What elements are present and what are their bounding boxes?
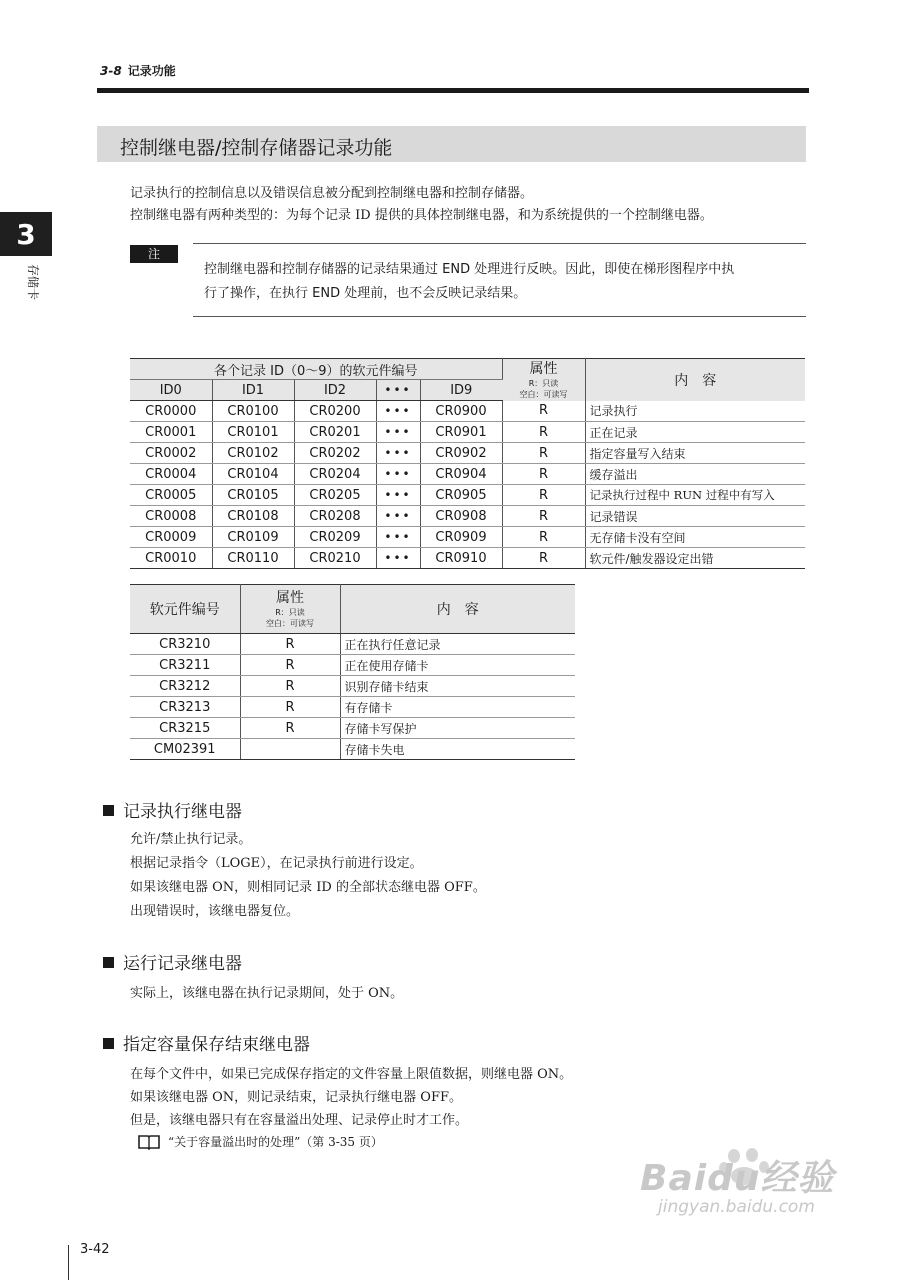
header-section-number: 3-8 (100, 64, 122, 78)
table-cell: R (240, 697, 340, 718)
table-cell: CM02391 (130, 739, 240, 760)
table-cell: CR3215 (130, 718, 240, 739)
table-cell: R (240, 718, 340, 739)
note-rule-top (193, 243, 806, 244)
table-cell: ••• (376, 506, 420, 527)
table-cell: 存储卡写保护 (340, 718, 575, 739)
table-cell: CR0904 (420, 464, 502, 485)
subsection-heading: 运行记录继电器 (103, 949, 242, 974)
table-cell: CR0102 (212, 443, 294, 464)
table-cell: 记录执行过程中 RUN 过程中有写入 (585, 485, 805, 506)
table-cell: R (502, 401, 585, 422)
table-row (130, 676, 575, 697)
table2-device-header: 软元件编号 (130, 585, 240, 634)
table-cell: CR0905 (420, 485, 502, 506)
table-cell: CR0000 (130, 401, 212, 422)
table-cell: 指定容量写入结束 (585, 443, 805, 464)
table-cell: CR0010 (130, 548, 212, 569)
page-number: 3-42 (80, 1242, 110, 1257)
table-row (130, 464, 805, 485)
book-icon (138, 1134, 160, 1150)
table-row (130, 697, 575, 718)
footer-rule (68, 1245, 69, 1280)
table-cell: CR0202 (294, 443, 376, 464)
table1-id-header: ID2 (294, 380, 376, 401)
intro-line: 记录执行的控制信息以及错误信息被分配到控制继电器和控制存储器。 (130, 186, 534, 201)
table-cell: CR0901 (420, 422, 502, 443)
table-cell: CR0009 (130, 527, 212, 548)
table-cell: R (502, 548, 585, 569)
table-cell: CR0109 (212, 527, 294, 548)
table2-content-header: 内 容 (340, 585, 575, 634)
table1-id-header: ID1 (212, 380, 294, 401)
table1-id-header: ID9 (420, 380, 502, 401)
table-cell: R (502, 506, 585, 527)
table-row (130, 422, 805, 443)
note-line: 控制继电器和控制存储器的记录结果通过 END 处理进行反映。因此，即使在梯形图程序中执 (204, 262, 735, 277)
table-cell: CR0200 (294, 401, 376, 422)
subsection-body (130, 1063, 572, 1132)
table1-content-header: 内 容 (585, 359, 805, 401)
id-relay-table (130, 358, 805, 569)
table-cell: CR0004 (130, 464, 212, 485)
subsection-heading: 指定容量保存结束继电器 (103, 1030, 310, 1055)
body-line: 出现错误时，该继电器复位。 (130, 904, 300, 919)
chapter-number-tab: 3 (0, 212, 52, 256)
table-cell: CR0001 (130, 422, 212, 443)
table-cell: CR0108 (212, 506, 294, 527)
table-cell: CR0101 (212, 422, 294, 443)
body-line: 在每个文件中，如果已完成保存指定的文件容量上限值数据，则继电器 ON。 (130, 1067, 573, 1082)
body-line: 如果该继电器 ON，则记录结束，记录执行继电器 OFF。 (130, 1090, 462, 1105)
reference-text: “关于容量溢出时的处理”（第 3-35 页） (168, 1135, 383, 1149)
table-cell: ••• (376, 527, 420, 548)
table-cell: ••• (376, 443, 420, 464)
table-cell: CR0104 (212, 464, 294, 485)
table-cell (240, 739, 340, 760)
table-cell: ••• (376, 464, 420, 485)
table-row (130, 739, 575, 760)
table-cell: CR0110 (212, 548, 294, 569)
running-header (100, 62, 176, 79)
table-cell: 正在执行任意记录 (340, 634, 575, 655)
table-cell: R (240, 676, 340, 697)
header-rule (97, 88, 809, 93)
note-rule-bottom (193, 316, 806, 317)
body-line: 但是，该继电器只有在容量溢出处理、记录停止时才工作。 (130, 1113, 469, 1128)
table-row (130, 485, 805, 506)
table-cell: ••• (376, 548, 420, 569)
table-cell: R (240, 655, 340, 676)
body-line: 如果该继电器 ON，则相同记录 ID 的全部状态继电器 OFF。 (130, 880, 486, 895)
table-cell: R (240, 634, 340, 655)
table1-attr-header: 属性 R：只读 空白：可读写 (502, 359, 585, 401)
table-row (130, 506, 805, 527)
watermark (640, 1150, 834, 1217)
table-cell: R (502, 527, 585, 548)
table-cell: CR0910 (420, 548, 502, 569)
table-cell: CR3213 (130, 697, 240, 718)
table-cell: CR0105 (212, 485, 294, 506)
intro-line: 控制继电器有两种类型的：为每个记录 ID 提供的具体控制继电器，和为系统提供的一个控制继电器。 (130, 208, 713, 223)
watermark-url: jingyan.baidu.com (658, 1197, 815, 1217)
table-cell: CR0900 (420, 401, 502, 422)
header-section-name: 记录功能 (127, 64, 176, 78)
table-row (130, 401, 805, 422)
table-cell: CR0100 (212, 401, 294, 422)
table-cell: R (502, 485, 585, 506)
table2-attr-header: 属性 R：只读 空白：可读写 (240, 585, 340, 634)
table-cell: R (502, 464, 585, 485)
note-text (204, 258, 804, 306)
table-cell: CR0205 (294, 485, 376, 506)
table-cell: CR0005 (130, 485, 212, 506)
chapter-label: 存储卡 (26, 264, 40, 301)
table-cell: ••• (376, 485, 420, 506)
square-bullet-icon (103, 1038, 114, 1049)
table-cell: 正在使用存储卡 (340, 655, 575, 676)
intro-paragraph (130, 183, 713, 227)
table-row (130, 655, 575, 676)
note-badge: 注 (130, 245, 178, 263)
table-cell: CR3212 (130, 676, 240, 697)
table-cell: CR0201 (294, 422, 376, 443)
table-cell: CR0008 (130, 506, 212, 527)
table-cell: 软元件/触发器设定出错 (585, 548, 805, 569)
table1-group-header: 各个记录 ID（0～9）的软元件编号 (130, 359, 502, 380)
table-cell: ••• (376, 401, 420, 422)
table-row (130, 634, 575, 655)
table1-id-header: ••• (376, 380, 420, 401)
section-title: 控制继电器/控制存储器记录功能 (120, 137, 393, 159)
table-cell: 缓存溢出 (585, 464, 805, 485)
subsection-body (130, 828, 486, 924)
table-cell: CR0908 (420, 506, 502, 527)
body-line: 根据记录指令（LOGE），在记录执行前进行设定。 (130, 856, 423, 871)
subsection-body (130, 983, 403, 1005)
body-line: 实际上，该继电器在执行记录期间，处于 ON。 (130, 986, 404, 1001)
table-row (130, 718, 575, 739)
table-cell: R (502, 422, 585, 443)
watermark-brand: Baidu经验 (640, 1158, 835, 1199)
note-line: 行了操作，在执行 END 处理前，也不会反映记录结果。 (204, 286, 527, 301)
body-line: 允许/禁止执行记录。 (130, 832, 252, 847)
table-cell: R (502, 443, 585, 464)
table-cell: 存储卡失电 (340, 739, 575, 760)
table1-id-header: ID0 (130, 380, 212, 401)
system-relay-table (130, 584, 575, 760)
page-reference-link[interactable] (138, 1133, 383, 1150)
table-cell: CR0210 (294, 548, 376, 569)
table-cell: 无存储卡没有空间 (585, 527, 805, 548)
table-cell: CR0208 (294, 506, 376, 527)
table-cell: CR0909 (420, 527, 502, 548)
square-bullet-icon (103, 957, 114, 968)
table-cell: CR3210 (130, 634, 240, 655)
table-cell: 记录执行 (585, 401, 805, 422)
table-cell: 有存储卡 (340, 697, 575, 718)
table-cell: 识别存储卡结束 (340, 676, 575, 697)
table-cell: 正在记录 (585, 422, 805, 443)
table-cell: 记录错误 (585, 506, 805, 527)
table-cell: ••• (376, 422, 420, 443)
subsection-heading: 记录执行继电器 (103, 797, 242, 822)
table-cell: CR0902 (420, 443, 502, 464)
table-row (130, 548, 805, 569)
table-row (130, 527, 805, 548)
square-bullet-icon (103, 805, 114, 816)
table-row (130, 443, 805, 464)
table-cell: CR0204 (294, 464, 376, 485)
table-cell: CR0209 (294, 527, 376, 548)
table-cell: CR3211 (130, 655, 240, 676)
table-cell: CR0002 (130, 443, 212, 464)
